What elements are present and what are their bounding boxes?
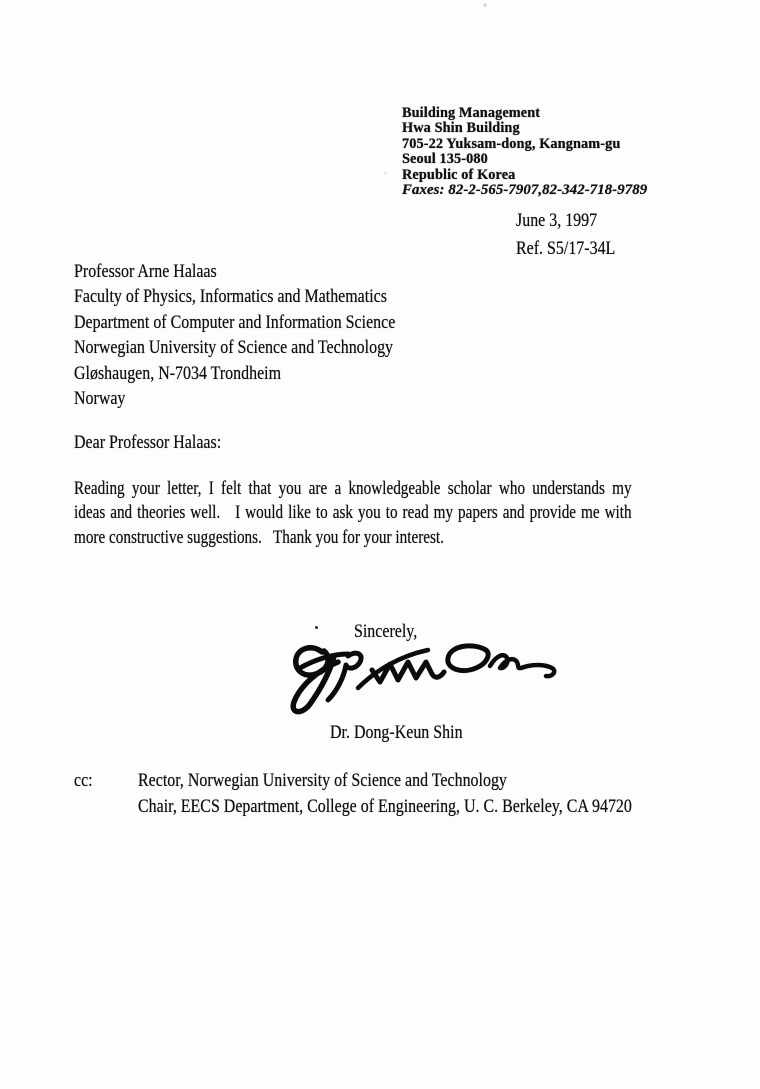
valediction: Sincerely, (354, 621, 418, 642)
recipient-address-block (74, 259, 457, 411)
letterhead-line: Seoul 135-080 (402, 151, 488, 168)
cc-entry: Rector, Norwegian University of Science and Technology (138, 770, 507, 791)
recipient-line: Department of Computer and Information Science (74, 311, 396, 333)
body-line: more constructive suggestions. Thank you for your interest. (74, 526, 444, 548)
scan-speck (483, 3, 487, 7)
body-paragraph (74, 477, 760, 550)
salutation: Dear Professor Halaas: (74, 432, 222, 453)
scan-speck (384, 172, 387, 175)
letter-reference: Ref. S5/17-34L (516, 238, 616, 259)
signature-image (278, 638, 560, 718)
cc-label: cc: (74, 770, 93, 791)
letterhead-line: 705-22 Yuksam-dong, Kangnam-gu (402, 135, 621, 152)
letterhead-fax-line: Faxes: 82-2-565-7907,82-342-718-9789 (402, 182, 648, 199)
letterhead-block (402, 106, 647, 198)
recipient-line: Professor Arne Halaas (74, 261, 217, 282)
letter-date: June 3, 1997 (516, 210, 598, 231)
body-line: Reading your letter, I felt that you are a knowledgeable scholar who understands my (74, 478, 632, 499)
letterhead-line: Republic of Korea (402, 166, 516, 183)
cc-list (138, 768, 726, 820)
recipient-line: Gløshaugen, N-7034 Trondheim (74, 362, 282, 384)
cc-entry: Chair, EECS Department, College of Engineering, U. C. Berkeley, CA 94720 (138, 796, 632, 817)
body-line: ideas and theories well. I would like to ask you to read my papers and provide me with (74, 502, 632, 524)
recipient-line: Faculty of Physics, Informatics and Mathematics (74, 286, 387, 308)
recipient-line: Norway (74, 388, 126, 410)
letterhead-line: Hwa Shin Building (402, 120, 520, 137)
recipient-line: Norwegian University of Science and Technology (74, 337, 394, 359)
scan-speck (315, 626, 318, 629)
letterhead-line: Building Management (402, 105, 541, 121)
signature-strokes (278, 638, 560, 718)
signer-name: Dr. Dong-Keun Shin (330, 722, 463, 743)
